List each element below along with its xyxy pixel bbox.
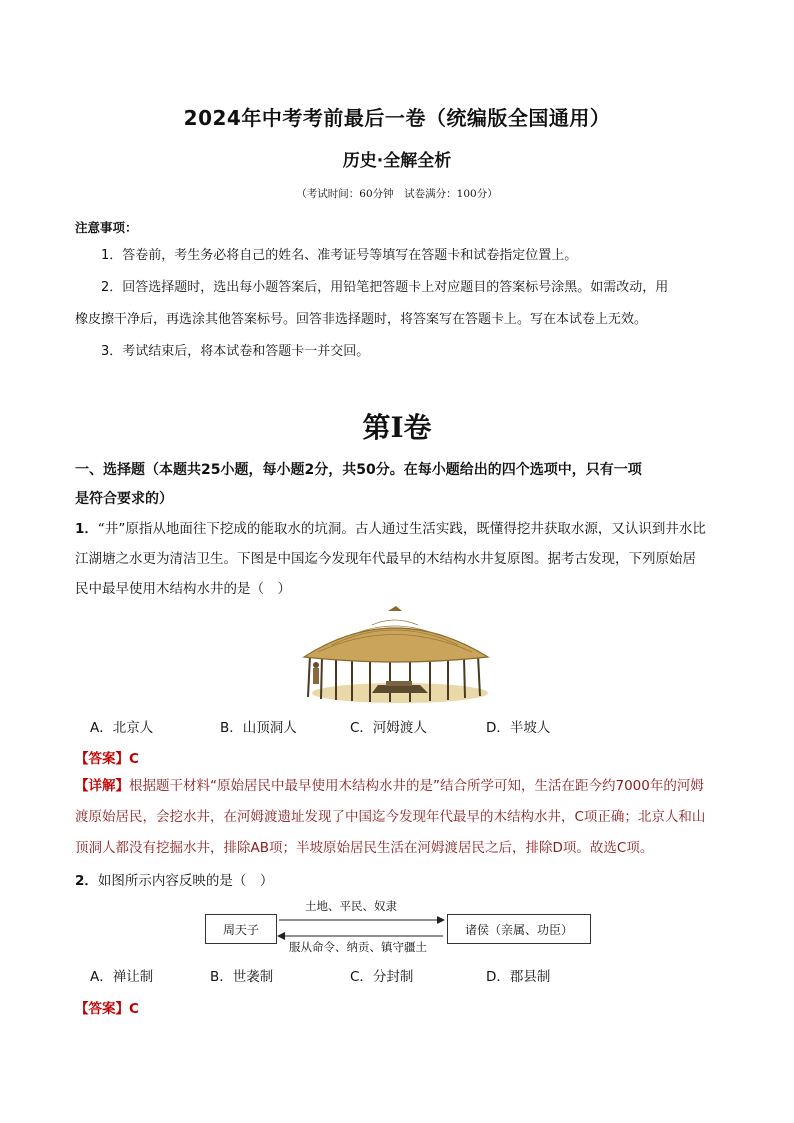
option-a[interactable]: A．北京人 xyxy=(90,720,154,736)
detail-tag: 【详解】 xyxy=(75,778,129,794)
note-text: 橡皮擦干净后，再选涂其他答案标号。回答非选择题时，将答案写在答题卡上。写在本试卷上无效。 xyxy=(75,312,648,327)
answer-label: 【答案】C xyxy=(75,1001,139,1017)
wooden-well-hut-illustration xyxy=(292,605,498,706)
diagram-top-label: 土地、平民、奴隶 xyxy=(305,899,397,913)
note-text: 2．回答选择题时，选出每小题答案后，用铅笔把答题卡上对应题目的答案标号涂黑。如需改动，用 xyxy=(101,280,669,295)
question-number: 1． xyxy=(75,521,98,537)
option-d[interactable]: D．半坡人 xyxy=(486,720,551,736)
page-subtitle: 历史·全解全析 xyxy=(342,151,452,171)
option-d[interactable]: D．郡县制 xyxy=(486,969,551,985)
note-item-3 xyxy=(75,336,725,368)
diagram-box-zhou-king: 周天子 xyxy=(205,914,277,944)
detail-text: 顶洞人都没有挖掘水井，排除AB项；半坡原始居民生活在河姆渡居民之后，排除D项。故选C项。 xyxy=(75,840,654,856)
arrow-left-head xyxy=(277,932,285,940)
note-item-2 xyxy=(75,272,725,304)
diagram-bottom-label: 服从命令、纳贡、镇守疆土 xyxy=(289,940,427,954)
exam-time-info: （考试时间：60分钟 试卷满分：100分） xyxy=(296,188,498,200)
question-text: 江湖塘之水更为清洁卫生。下图是中国迄今发现年代最早的木结构水井复原图。据考古发现，下列原始居 xyxy=(75,551,696,567)
question-number: 2． xyxy=(75,873,98,889)
question-text: 民中最早使用木结构水井的是（ ） xyxy=(75,581,291,597)
note-item-1 xyxy=(75,240,725,272)
note-item-2-cont xyxy=(75,304,725,336)
option-b[interactable]: B．世袭制 xyxy=(210,969,274,985)
arrow-right-head xyxy=(437,916,445,924)
question-1 xyxy=(75,514,725,604)
answer-detail xyxy=(75,771,725,864)
note-text: 1．答卷前，考生务必将自己的姓名、准考证号等填写在答题卡和试卷指定位置上。 xyxy=(101,248,578,263)
detail-text: 渡原始居民，会挖水井，在河姆渡遗址发现了中国迄今发现年代最早的木结构水井，C项正确；北京人和山 xyxy=(75,809,706,825)
option-a[interactable]: A．禅让制 xyxy=(90,969,154,985)
section-line: 一、选择题（本题共25小题，每小题2分，共50分。在每小题给出的四个选项中，只有一项 xyxy=(75,462,642,478)
question-text: 如图所示内容反映的是（ ） xyxy=(97,873,274,889)
enfeoffment-diagram xyxy=(205,895,595,955)
question-2 xyxy=(75,866,725,896)
question-text: “井”原指从地面往下挖成的能取水的坑洞。古人通过生活实践，既懂得挖井获取水源，又认识到井水比 xyxy=(97,521,706,537)
diagram-box-vassals: 诸侯（亲属、功臣） xyxy=(447,914,591,944)
note-text: 3．考试结束后，将本试卷和答题卡一并交回。 xyxy=(101,344,370,359)
notes-heading: 注意事项： xyxy=(75,220,138,235)
option-c[interactable]: C．分封制 xyxy=(350,969,414,985)
section-line: 是符合要求的） xyxy=(75,491,173,507)
page-title: 2024年中考考前最后一卷（统编版全国通用） xyxy=(183,106,611,130)
option-c[interactable]: C．河姆渡人 xyxy=(350,720,427,736)
volume-title: 第Ⅰ卷 xyxy=(362,411,432,444)
detail-text: 根据题干材料“原始居民中最早使用木结构水井的是”结合所学可知，生活在距今约7000年的河姆 xyxy=(129,778,704,794)
answer-label: 【答案】C xyxy=(75,751,139,767)
option-b[interactable]: B．山顶洞人 xyxy=(220,720,297,736)
section-heading xyxy=(75,456,725,514)
